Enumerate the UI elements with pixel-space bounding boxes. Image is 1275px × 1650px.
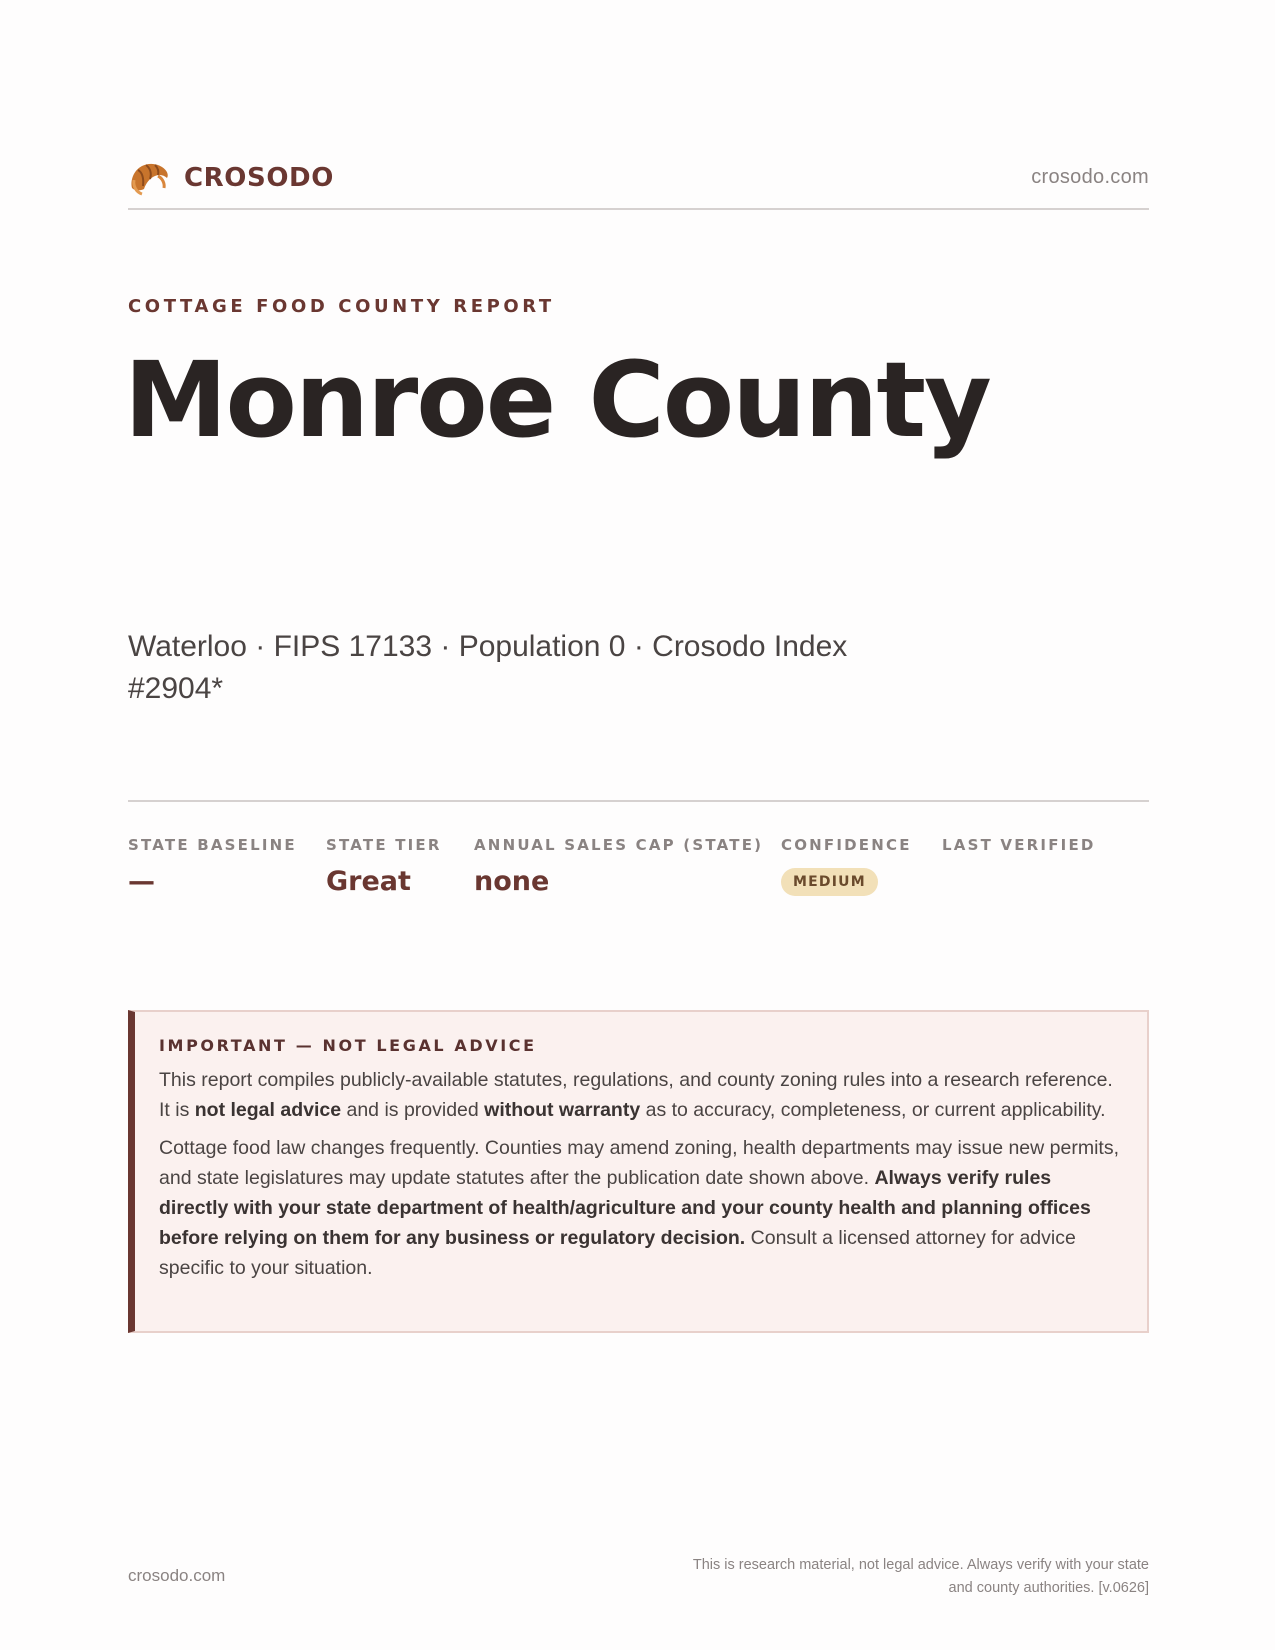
notice-emphasis: not legal advice: [194, 1099, 342, 1121]
stat-confidence: [781, 836, 912, 896]
notice-paragraph: [159, 1065, 1121, 1125]
stat-value: —: [128, 866, 155, 897]
stat-last-verified: [942, 836, 1096, 866]
notice-emphasis: without warranty: [484, 1099, 641, 1121]
notice-text: as to accuracy, completeness, or current applicability.: [640, 1099, 1106, 1121]
legal-notice: [128, 1010, 1149, 1333]
report-subtitle: Waterloo · FIPS 17133 · Population 0 · Crosodo Index #2904*: [128, 630, 848, 705]
brand[interactable]: [128, 158, 334, 198]
notice-text: Consult a licensed attorney for advice specific to your situation.: [159, 1227, 1076, 1279]
footer-disclaimer-line: This is research material, not legal advice. Always verify with your state: [692, 1557, 1149, 1573]
stat-annual-sales-cap: [474, 836, 763, 897]
stat-label: ANNUAL SALES CAP (STATE): [474, 836, 764, 854]
stat-label: CONFIDENCE: [781, 836, 912, 854]
report-eyebrow: COTTAGE FOOD COUNTY REPORT: [128, 296, 555, 317]
footer-disclaimer-line: and county authorities. [v.0626]: [948, 1580, 1149, 1596]
site-url-link[interactable]: crosodo.com: [1031, 166, 1149, 188]
brand-name: CROSODO: [184, 163, 334, 193]
notice-text: Cottage food law changes frequently. Counties may amend zoning, health departments may issue new permits, and state legislatures may update statutes after the publication date shown above.: [159, 1137, 1119, 1189]
notice-emphasis: Always verify rules directly with your state department of health/agriculture and your county health and planning offices before relying on them for any business or regulatory decision.: [159, 1167, 1091, 1249]
stat-state-baseline: [128, 836, 297, 897]
stats-row: [128, 836, 1149, 906]
stat-value: none: [474, 866, 550, 897]
stat-label: LAST VERIFIED: [942, 836, 1096, 854]
stat-state-tier: [326, 836, 442, 897]
notice-title: IMPORTANT — NOT LEGAL ADVICE: [159, 1036, 537, 1055]
page-header: [128, 158, 1149, 210]
croissant-icon: [128, 158, 170, 198]
stat-label: STATE TIER: [326, 836, 442, 854]
notice-text: and is provided: [341, 1099, 485, 1121]
notice-text: This report compiles publicly-available statutes, regulations, and county zoning rules into a research reference. It is: [159, 1069, 1113, 1121]
stat-label: STATE BASELINE: [128, 836, 297, 854]
confidence-badge: MEDIUM: [781, 868, 878, 896]
notice-paragraph: [159, 1133, 1121, 1283]
section-divider: [128, 800, 1149, 802]
page-title: Monroe County: [124, 339, 990, 461]
stat-value: Great: [326, 866, 411, 897]
footer-site-url[interactable]: crosodo.com: [128, 1566, 226, 1585]
footer-disclaimer: [589, 1554, 1149, 1600]
